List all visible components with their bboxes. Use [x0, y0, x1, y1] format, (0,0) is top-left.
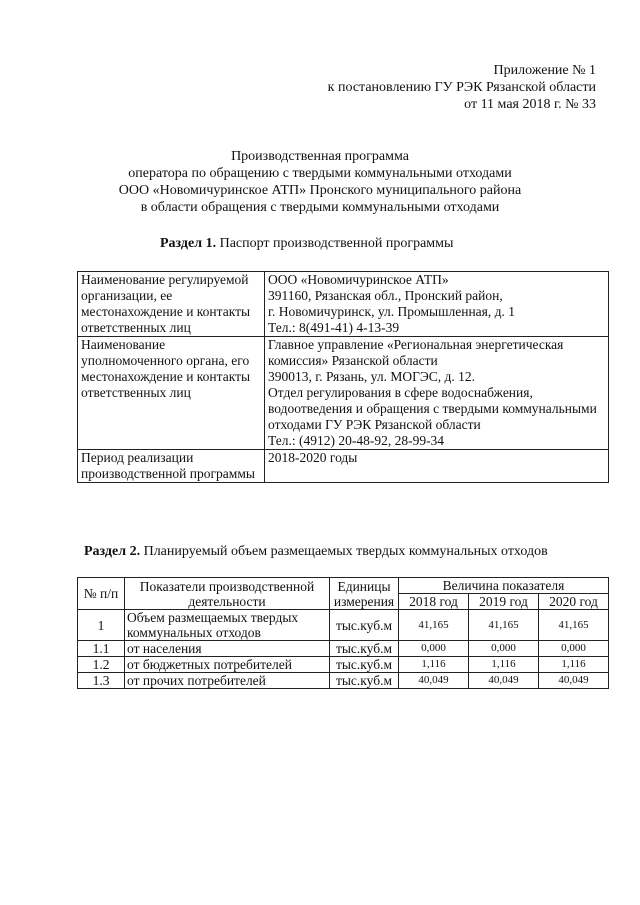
- value-line: Тел.: (4912) 20-48-92, 28-99-34: [268, 433, 445, 448]
- row-value: 0,000: [399, 641, 469, 657]
- section-1-number: Раздел 1.: [160, 236, 217, 251]
- passport-value: [265, 337, 609, 450]
- value-line: Главное управление «Региональная энергетическая комиссия» Рязанской области: [268, 337, 564, 368]
- value-line: Отдел регулирования в сфере водоснабжения, водоотведения и обращения с твердыми коммунальными отходами ГУ РЭК Рязанской области: [268, 385, 597, 432]
- section-2-heading: [84, 544, 548, 560]
- section-2-number: Раздел 2.: [84, 544, 141, 559]
- header-year: 2018 год: [399, 594, 469, 610]
- table-row: [78, 610, 609, 641]
- value-line: 391160, Рязанская обл., Пронский район,: [268, 288, 503, 303]
- row-indicator: от населения: [125, 641, 330, 657]
- appendix-line-2: к постановлению ГУ РЭК Рязанской области: [327, 80, 596, 95]
- row-value: 40,049: [399, 673, 469, 689]
- title-line-3: ООО «Новомичуринское АТП» Пронского муниципального района: [118, 183, 522, 198]
- row-value: 41,165: [399, 610, 469, 641]
- header-value-group: Величина показателя: [399, 578, 609, 594]
- passport-label: Период реализации производственной программы: [78, 450, 265, 483]
- row-num: 1: [78, 610, 125, 641]
- row-value: 0,000: [539, 641, 609, 657]
- row-value: 40,049: [539, 673, 609, 689]
- table-header-row: [78, 578, 609, 594]
- table-row: [78, 657, 609, 673]
- row-num: 1.2: [78, 657, 125, 673]
- passport-value: [265, 450, 609, 483]
- document-title: [0, 148, 640, 216]
- passport-row: [78, 450, 609, 483]
- passport-value: [265, 272, 609, 337]
- row-value: 1,116: [539, 657, 609, 673]
- row-indicator: от бюджетных потребителей: [125, 657, 330, 673]
- passport-label: Наименование уполномоченного органа, его местонахождение и контакты ответственных лиц: [78, 337, 265, 450]
- row-value: 41,165: [469, 610, 539, 641]
- passport-label: Наименование регулируемой организации, ее местонахождение и контакты ответственных лиц: [78, 272, 265, 337]
- row-unit: тыс.куб.м: [330, 641, 399, 657]
- section-1-heading: [160, 236, 453, 252]
- row-unit: тыс.куб.м: [330, 673, 399, 689]
- header-indicator: Показатели производственной деятельности: [125, 578, 330, 610]
- row-unit: тыс.куб.м: [330, 610, 399, 641]
- title-line-1: Производственная программа: [231, 149, 409, 164]
- row-value: 1,116: [399, 657, 469, 673]
- value-line: Тел.: 8(491-41) 4-13-39: [268, 320, 400, 335]
- header-num: № п/п: [78, 578, 125, 610]
- header-year: 2020 год: [539, 594, 609, 610]
- row-value: 40,049: [469, 673, 539, 689]
- value-line: ООО «Новомичуринское АТП»: [268, 272, 449, 287]
- passport-table: [77, 271, 609, 483]
- section-2-title: Планируемый объем размещаемых твердых коммунальных отходов: [140, 544, 548, 559]
- title-line-4: в области обращения с твердыми коммунальными отходами: [140, 200, 500, 215]
- value-line: 2018-2020 годы: [268, 450, 358, 465]
- table-row: [78, 641, 609, 657]
- table-row: [78, 673, 609, 689]
- row-indicator: от прочих потребителей: [125, 673, 330, 689]
- passport-row: [78, 272, 609, 337]
- row-value: 1,116: [469, 657, 539, 673]
- title-line-2: оператора по обращению с твердыми коммунальными отходами: [128, 166, 512, 181]
- value-line: г. Новомичуринск, ул. Промышленная, д. 1: [268, 304, 515, 319]
- header-unit: Единицы измерения: [330, 578, 399, 610]
- row-value: 0,000: [469, 641, 539, 657]
- appendix-line-3: от 11 мая 2018 г. № 33: [464, 97, 596, 112]
- row-num: 1.3: [78, 673, 125, 689]
- value-line: 390013, г. Рязань, ул. МОГЭС, д. 12.: [268, 369, 476, 384]
- row-indicator: Объем размещаемых твердых коммунальных отходов: [125, 610, 330, 641]
- header-year: 2019 год: [469, 594, 539, 610]
- appendix-header: [328, 62, 596, 113]
- section-1-title: Паспорт производственной программы: [216, 236, 454, 251]
- waste-volume-table: [77, 577, 609, 689]
- passport-row: [78, 337, 609, 450]
- row-value: 41,165: [539, 610, 609, 641]
- appendix-line-1: Приложение № 1: [493, 63, 596, 78]
- row-unit: тыс.куб.м: [330, 657, 399, 673]
- row-num: 1.1: [78, 641, 125, 657]
